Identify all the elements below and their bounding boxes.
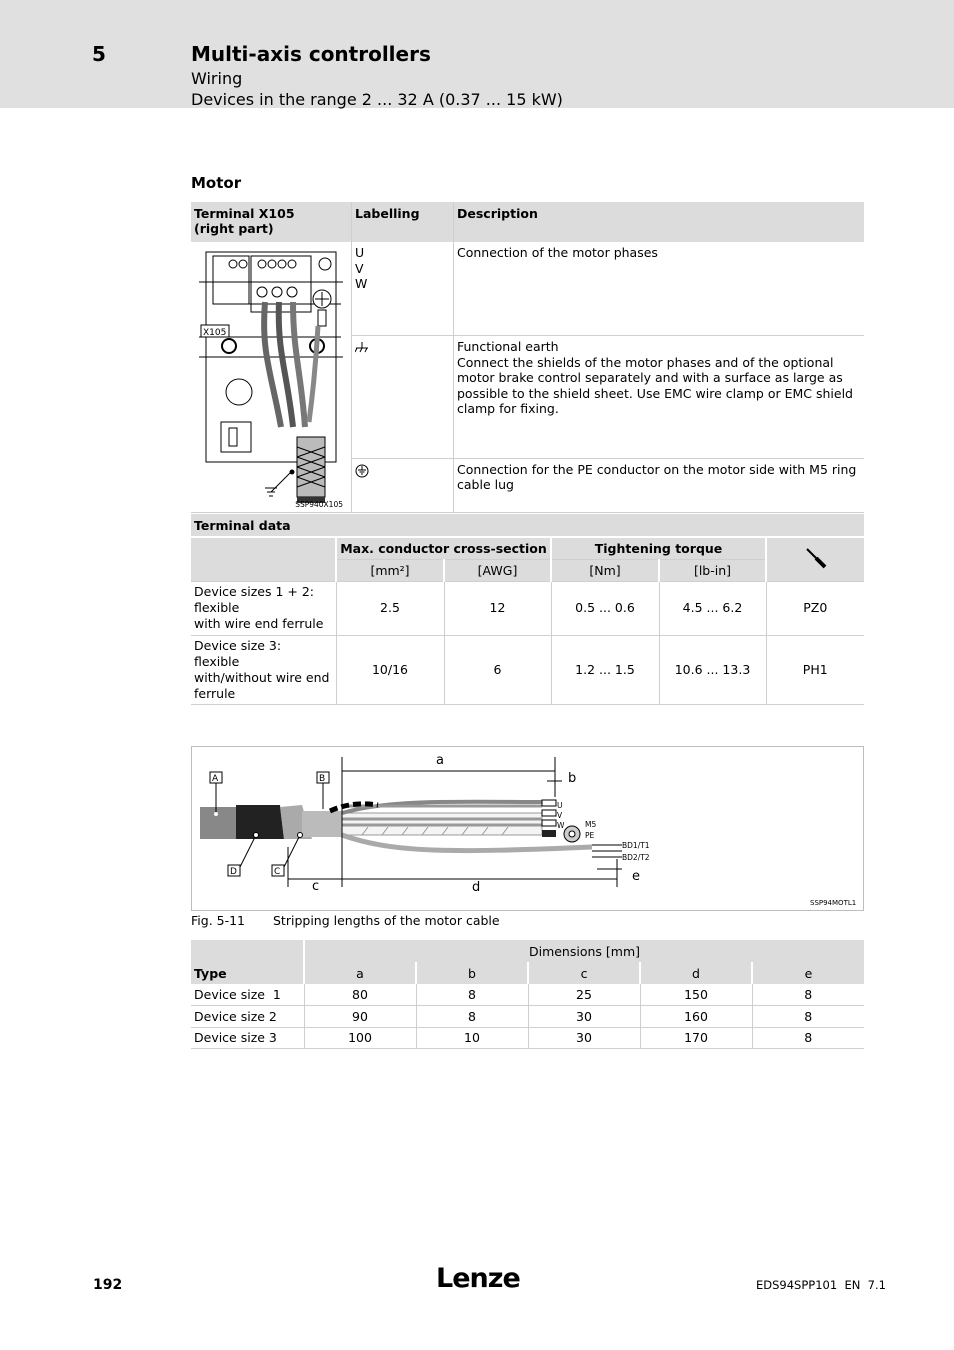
unit-mm2: [mm²] [336,559,444,581]
cell-d: 170 [640,1027,752,1049]
cell-e: 8 [752,1027,864,1049]
cell-mm2: 10/16 [336,635,444,704]
row-label: Device sizes 1 + 2: flexible with wire end ferrule [191,581,336,635]
cell-b: 8 [416,1006,528,1028]
description-pe: Connection for the PE conductor on the motor side with M5 ring cable lug [454,458,865,512]
header-dimensions: Dimensions [mm] [304,940,864,962]
terminal-table [191,202,864,513]
header-terminal: Terminal X105 (right part) [191,202,352,242]
cell-c: 30 [528,1006,640,1028]
row-type: Device size 2 [191,1006,304,1028]
terminal-image-cell [191,242,352,513]
header-type: Type [191,940,304,984]
figure-caption [191,913,500,928]
description-functional-earth: Functional earth Connect the shields of the motor phases and of the optional motor brake control separately and with a surface as large as possible to the shield sheet. Use EMC wire clamp or EMC shield clamp for fixing. [454,336,865,459]
table-row [191,581,864,635]
table-row [191,984,864,1006]
header-conductor: Max. conductor cross-section [336,537,551,559]
figure-code: SSP94MOTL1 [810,899,857,907]
section-title: Motor [191,174,242,192]
cell-b: 10 [416,1027,528,1049]
cell-d: 150 [640,984,752,1006]
table-row [191,635,864,704]
table-row [191,242,864,336]
cell-e: 8 [752,984,864,1006]
labelling-uvw: U V W [352,242,454,336]
cell-lbin: 10.6 ... 13.3 [659,635,766,704]
figure-number: Fig. 5-11 [191,913,246,928]
header-col-d: d [640,962,752,984]
dim-d-label: d [472,880,481,895]
labelling-functional-earth [352,336,454,459]
dim-c-label: c [312,879,320,894]
cell-c: 25 [528,984,640,1006]
unit-lbin: [lb-in] [659,559,766,581]
cell-b: 8 [416,984,528,1006]
cell-awg: 6 [444,635,551,704]
cell-e: 8 [752,1006,864,1028]
chapter-title: Multi-axis controllers [191,42,431,66]
subtitle-wiring: Wiring [191,69,243,88]
bd2-label: BD2/T2 [622,853,650,862]
cell-d: 160 [640,1006,752,1028]
functional-earth-icon [355,341,369,355]
cell-a: 100 [304,1027,416,1049]
row-type: Device size 3 [191,1027,304,1049]
cell-awg: 12 [444,581,551,635]
header-labelling: Labelling [352,202,454,242]
callout-A: A [212,774,219,784]
terminal-data-title: Terminal data [191,514,864,537]
table-row [191,1006,864,1028]
cell-a: 90 [304,1006,416,1028]
cable-figure [191,746,864,911]
unit-nm: [Nm] [551,559,659,581]
terminal-data-table [191,514,864,705]
callout-C: C [274,867,281,877]
description-motor-phases: Connection of the motor phases [454,242,865,336]
screwdriver-icon [804,546,828,570]
header-col-c: c [528,962,640,984]
document-id: EDS94SPP101 EN 7.1 [756,1278,886,1292]
cell-nm: 1.2 ... 1.5 [551,635,659,704]
m5-label: M5 [585,820,597,829]
cell-tool: PZ0 [766,581,864,635]
cell-nm: 0.5 ... 0.6 [551,581,659,635]
callout-D: D [230,867,237,877]
x105-label: X105 [203,328,227,338]
lenze-logo: Lenze [436,1263,520,1294]
terminal-table-header [191,202,864,242]
header-description: Description [454,202,865,242]
terminal-x105-drawing [191,242,351,503]
pe-label: PE [585,831,595,840]
dim-b-label: b [568,771,577,786]
protective-earth-icon [355,464,369,478]
labelling-protective-earth [352,458,454,512]
header-tool [766,537,864,581]
row-label: Device size 3: flexible with/without wire end ferrule [191,635,336,704]
header-col-e: e [752,962,864,984]
table-row [191,1027,864,1049]
dim-a-label: a [436,753,444,768]
terminal-data-corner [191,537,336,581]
unit-awg: [AWG] [444,559,551,581]
wire-U-label: U [557,801,563,810]
header-col-a: a [304,962,416,984]
wire-V-label: V [557,811,563,820]
cell-a: 80 [304,984,416,1006]
figure-caption-text: Stripping lengths of the motor cable [273,913,500,928]
header-torque: Tightening torque [551,537,766,559]
dim-e-label: e [632,869,640,884]
cable-stripping-drawing [192,747,863,910]
bd1-label: BD1/T1 [622,841,650,850]
cell-c: 30 [528,1027,640,1049]
cell-tool: PH1 [766,635,864,704]
terminal-image-code: SSP940X105 [295,499,343,509]
header-col-b: b [416,962,528,984]
dimensions-table [191,940,864,1049]
subtitle-range: Devices in the range 2 ... 32 A (0.37 ... 15 kW) [191,90,563,109]
row-type: Device size 1 [191,984,304,1006]
cell-mm2: 2.5 [336,581,444,635]
page-number: 192 [93,1277,123,1293]
cell-lbin: 4.5 ... 6.2 [659,581,766,635]
chapter-number: 5 [92,42,106,66]
wire-W-label: W [557,821,565,830]
callout-B: B [319,774,326,784]
